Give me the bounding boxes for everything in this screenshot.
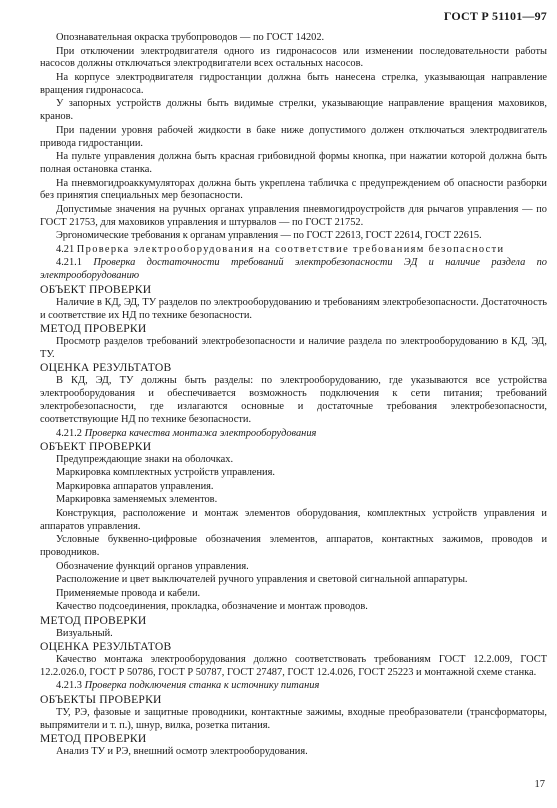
section-title: Проверка достаточности требований электробезопасности ЭД и наличие раздела по электрооборудованию <box>40 257 547 282</box>
section-number: 4.21 <box>56 243 75 255</box>
list-item: Предупреждающие знаки на оболочках. <box>56 453 234 465</box>
list-item: Конструкция, расположение и монтаж элементов оборудования, комплектных устройств управления и аппаратов управления. <box>40 507 547 532</box>
subheading-object: ОБЪЕКТ ПРОВЕРКИ <box>40 440 152 453</box>
subheading-objects: ОБЪЕКТЫ ПРОВЕРКИ <box>40 692 162 706</box>
paragraph: Анализ ТУ и РЭ, внешний осмотр электрооборудования. <box>56 746 308 758</box>
section-4-21-heading <box>40 244 547 257</box>
paragraph: Допустимые значения на ручных органах управления пневмогидроустройств для рычагов управления — по ГОСТ 21753, для маховиков управления и штурвалов — по ГОСТ 21752. <box>40 203 547 228</box>
paragraph: Наличие в КД, ЭД, ТУ разделов по электрооборудованию и требованиям электробезопасности. Достаточность и соответствие их НД по технике безопасности. <box>40 296 547 321</box>
list-item: Применяемые провода и кабели. <box>56 587 201 599</box>
section-number: 4.21.1 <box>56 257 82 269</box>
paragraph: ТУ, РЭ, фазовые и защитные проводники, контактные зажимы, входные преобразователи (трансформаторы, выпрямители и т. п.), шнур, вилка, розетка питания. <box>40 706 547 731</box>
subheading-method: МЕТОД ПРОВЕРКИ <box>40 613 147 627</box>
subheading-method: МЕТОД ПРОВЕРКИ <box>40 322 147 336</box>
subheading-method: МЕТОД ПРОВЕРКИ <box>40 732 147 746</box>
section-4-21-2-heading <box>40 428 547 441</box>
paragraph: На корпусе электродвигателя гидростанции должна быть нанесена стрелка, указывающая направление вращения гидронасоса. <box>40 71 547 96</box>
list-item: Условные буквенно-цифровые обозначения элементов, аппаратов, контактных зажимов, проводов и проводников. <box>40 534 547 559</box>
list-item: Обозначение функций органов управления. <box>56 560 249 572</box>
subheading-object: ОБЪЕКТ ПРОВЕРКИ <box>40 282 152 296</box>
section-title: Проверка подключения станка к источнику питания <box>84 680 320 692</box>
paragraph: При падении уровня рабочей жидкости в баке ниже допустимого должен отключаться электродвигатель привода гидростанции. <box>40 124 547 149</box>
page-content <box>40 32 547 760</box>
section-4-21-3-heading <box>40 680 547 693</box>
paragraph: В КД, ЭД, ТУ должны быть разделы: по электрооборудованию, где указываются все устройства электрооборудования и обеспечивается возможность подключения к сети питания; требований электробезопасности, где излагаются основные и достаточные требования электробезопасности, соответствующие НД по технике безопасности. <box>40 375 547 425</box>
list-item: Маркировка комплектных устройств управления. <box>56 467 275 479</box>
document-code: ГОСТ Р 51101—97 <box>443 9 547 23</box>
section-number: 4.21.2 <box>56 427 82 439</box>
subheading-evaluation: ОЦЕНКА РЕЗУЛЬТАТОВ <box>40 361 172 375</box>
list-item: Маркировка заменяемых элементов. <box>56 494 218 506</box>
section-title: Проверка электрооборудования на соответствие требованиям безопасности <box>76 243 505 255</box>
list-item: Расположение и цвет выключателей ручного управления и световой сигнальной аппаратуры. <box>56 574 468 586</box>
paragraph: Эргономические требования к органам управления — по ГОСТ 22613, ГОСТ 22614, ГОСТ 22615. <box>56 230 482 242</box>
section-number: 4.21.3 <box>56 680 82 692</box>
paragraph: Просмотр разделов требований электробезопасности и наличие раздела по электрооборудованию в КД, ЭД, ТУ. <box>40 335 547 360</box>
section-title: Проверка качества монтажа электрооборудования <box>84 427 317 439</box>
section-4-21-1-heading <box>40 257 547 283</box>
subheading-evaluation: ОЦЕНКА РЕЗУЛЬТАТОВ <box>40 640 172 654</box>
paragraph: У запорных устройств должны быть видимые стрелки, указывающие направление вращения маховиков, кранов. <box>40 98 547 123</box>
paragraph: При отключении электродвигателя одного из гидронасосов или изменении последовательности работы насосов должны отключаться электродвигатели всех остальных насосов. <box>40 45 547 70</box>
paragraph: На пульте управления должна быть красная грибовидной формы кнопка, при нажатии которой должна быть полная остановка станка. <box>40 151 547 176</box>
list-item: Качество подсоединения, прокладка, обозначение и монтаж проводов. <box>56 601 368 613</box>
list-item: Маркировка аппаратов управления. <box>56 480 214 492</box>
paragraph: Качество монтажа электрооборудования должно соответствовать требованиям ГОСТ 12.2.009, ГОСТ 12.2.026.0, ГОСТ Р 50786, ГОСТ Р 50787, ГОСТ 27487, ГОСТ 12.4.026, ГОСТ 25223 и монтажной схеме станка. <box>40 654 547 678</box>
page-number: 17 <box>534 779 545 790</box>
paragraph: Визуальный. <box>56 627 113 639</box>
paragraph: На пневмогидроаккумуляторах должна быть укреплена табличка с предупреждением об опасности разборки без принятия специальных мер безопасности. <box>40 177 547 202</box>
paragraph: Опознавательная окраска трубопроводов — по ГОСТ 14202. <box>56 32 325 43</box>
